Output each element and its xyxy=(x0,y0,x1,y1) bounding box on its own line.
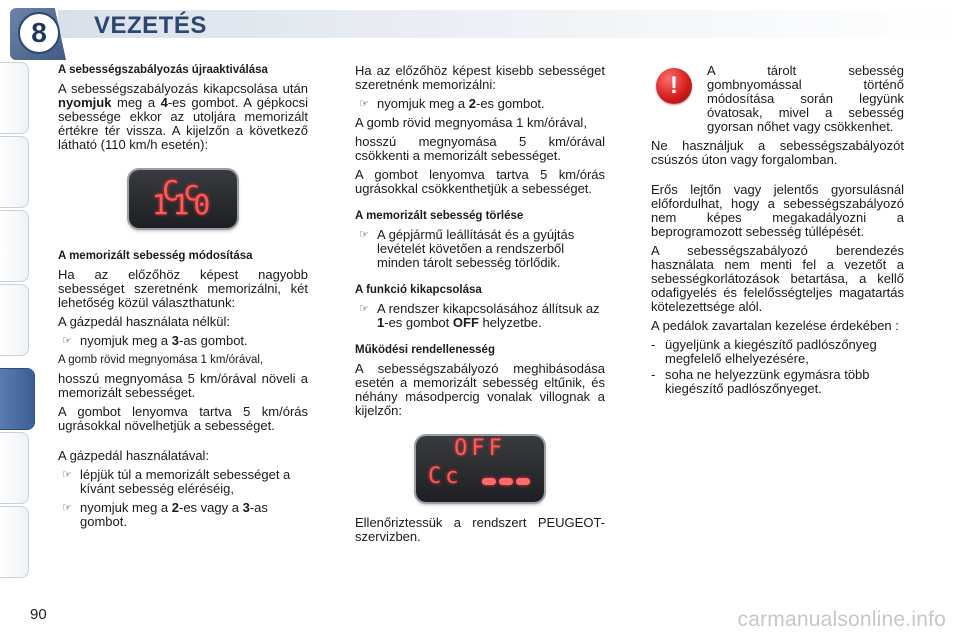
side-tab[interactable] xyxy=(0,210,29,282)
hand-pointer-icon: ☞ xyxy=(62,335,72,347)
paragraph: A gombot lenyomva tartva 5 km/órás ugrásokkal növelhetjük a sebességet. xyxy=(58,404,308,433)
side-tab[interactable] xyxy=(0,284,29,356)
hand-pointer-icon: ☞ xyxy=(359,229,369,241)
hand-pointer-icon: ☞ xyxy=(62,502,72,514)
column-3 xyxy=(651,64,904,398)
heading-off: A funkció kikapcsolása xyxy=(355,284,482,296)
side-tab-active[interactable] xyxy=(0,368,35,430)
heading-modify: A memorizált sebesség módosítása xyxy=(58,250,253,262)
lcd-display-fault xyxy=(416,436,544,502)
heading-fault: Működési rendellenesség xyxy=(355,344,495,356)
hand-pointer-icon: ☞ xyxy=(359,98,369,110)
lcd-dashes xyxy=(482,478,530,485)
lcd-dash xyxy=(516,478,530,485)
lcd-display xyxy=(129,170,237,228)
side-tab[interactable] xyxy=(0,62,29,134)
paragraph: hosszú megnyomása 5 km/órával növeli a memorizált sebességet. xyxy=(58,371,308,400)
paragraph: A pedálok zavartalan kezelése érdekében : xyxy=(651,318,899,333)
hand-pointer-icon: ☞ xyxy=(62,469,72,481)
paragraph: Ha az előzőhöz képest nagyobb sebességet szeretnénk memorizálni, két lehetőség közül választhatunk: xyxy=(58,267,308,310)
warning-text: A tárolt sebesség gombnyomással történő módosítása során legyünk óvatosak, mivel a sebesség gyorsan nőhet vagy csökkenhet. xyxy=(707,63,904,134)
paragraph: A sebességszabályozás kikapcsolása után nyomjuk meg a 4-es gombot. A gépkocsi sebessége ekkor az utoljára memorizált értékre tér vissza. A kijelzőn a következő látható (110 km/h esetén): xyxy=(58,81,308,152)
list-item: ☞ A gépjármű leállítását és a gyújtás levételét követően a rendszerből minden tárolt sebesség törlődik. xyxy=(359,227,575,270)
side-tab[interactable] xyxy=(0,506,29,578)
paragraph: hosszú megnyomása 5 km/órával csökkenti a memorizált sebességet. xyxy=(355,134,605,163)
paragraph: A gázpedál használatával: xyxy=(58,448,210,463)
list-item: ☞ A rendszer kikapcsolásához állítsuk az 1-es gombot OFF helyzetbe. xyxy=(359,301,600,330)
list-item: ☞ nyomjuk meg a 3-as gombot. xyxy=(62,333,248,348)
page-number: 90 xyxy=(30,606,47,623)
lcd-readout-cc: Cc xyxy=(428,464,463,489)
chapter-title: VEZETÉS xyxy=(94,12,207,39)
lcd-dash xyxy=(499,478,513,485)
paragraph: A sebességszabályozó meghibásodása esetén a memorizált sebesség eltűnik, és néhány másodpercig vonalak villognak a kijelzőn: xyxy=(355,361,605,418)
side-tab[interactable] xyxy=(0,136,29,208)
paragraph: A gomb rövid megnyomása 1 km/órával, xyxy=(355,115,587,130)
column-2 xyxy=(355,64,605,549)
paragraph: Ne használjuk a sebességszabályozót csúszós úton vagy forgalomban. xyxy=(651,138,904,167)
paragraph: A gázpedál használata nélkül: xyxy=(58,314,231,329)
paragraph: Ellenőriztessük a rendszert PEUGEOT-szervizben. xyxy=(355,515,605,544)
watermark: carmanualsonline.info xyxy=(737,608,946,631)
paragraph: A gombot lenyomva tartva 5 km/órás ugrásokkal csökkenthetjük a sebességet. xyxy=(355,167,605,196)
chapter-number: 8 xyxy=(18,12,60,54)
list-item: ☞ nyomjuk meg a 2-es gombot. xyxy=(359,96,545,111)
column-1 xyxy=(58,64,308,534)
list-item: ☞ lépjük túl a memorizált sebességet a kívánt sebesség eléréséig, xyxy=(62,467,291,496)
hand-pointer-icon: ☞ xyxy=(359,303,369,315)
paragraph: Erős lejtőn vagy jelentős gyorsulásnál előfordulhat, hogy a sebességszabályozó nem képes megakadályozni a beprogramozott sebesség túllépését. xyxy=(651,182,904,239)
side-tab[interactable] xyxy=(0,432,29,504)
paragraph: A gomb rövid megnyomása 1 km/órával, xyxy=(58,354,264,366)
heading-delete: A memorizált sebesség törlése xyxy=(355,210,524,222)
list-item: - ügyeljünk a kiegészítő padlószőnyeg megfelelő elhelyezésére, xyxy=(651,337,877,366)
exclamation-warning-icon: ! xyxy=(656,68,692,104)
list-item: ☞ nyomjuk meg a 2-es vagy a 3-as gombot. xyxy=(62,500,268,529)
paragraph: A sebességszabályozó berendezés használata nem menti fel a vezetőt a sebességkorlátozások betartása, a kellő odafigyelés és felelősségteljes magatartás kötelezettsége alól. xyxy=(651,243,904,314)
paragraph: Ha az előzőhöz képest kisebb sebességet szeretnénk memorizálni: xyxy=(355,63,605,92)
lcd-readout-off: OFF xyxy=(454,436,506,461)
lcd-dash xyxy=(482,478,496,485)
heading-reactivate: A sebességszabályozás újraaktiválása xyxy=(58,64,268,76)
list-item: - soha ne helyezzünk egymásra több kiegészítő padlószőnyeget. xyxy=(651,367,870,396)
lcd-readout: Cc 110 xyxy=(151,174,215,221)
warning-note xyxy=(651,64,904,134)
